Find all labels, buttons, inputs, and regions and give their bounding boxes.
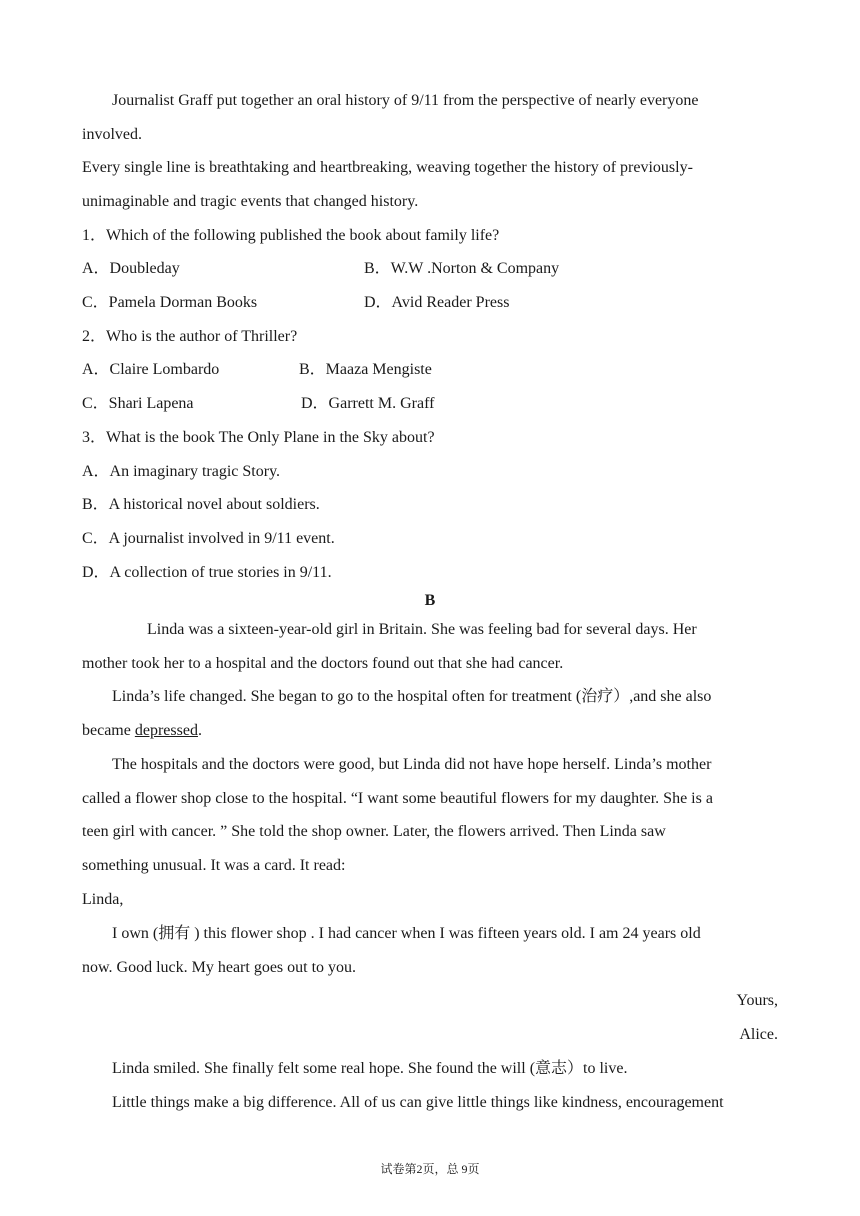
section-heading: B [424,592,436,609]
question-stem: 1．Which of the following published the book about family life? [82,227,500,244]
letter-signoff: Yours, [736,992,778,1009]
option-b: B．W.W .Norton & Company [364,260,560,277]
paragraph-line: now. Good luck. My heart goes out to you. [82,959,357,976]
paragraph-line: teen girl with cancer. ” She told the shop owner. Later, the flowers arrived. Then Linda saw [82,823,666,840]
paragraph-line: I own (拥有 ) this flower shop . I had cancer when I was fifteen years old. I am 24 years old [112,925,701,942]
paragraph-line [82,714,202,748]
paragraph-line: Linda was a sixteen-year-old girl in Britain. She was feeling bad for several days. Her [147,621,697,638]
option-d: D．Garrett M. Graff [301,395,435,412]
passage-a-line: Journalist Graff put together an oral history of 9/11 from the perspective of nearly everyone [112,92,699,109]
paragraph-line: The hospitals and the doctors were good, but Linda did not have hope herself. Linda’s mother [112,756,712,773]
option-a: A．Doubleday [82,260,180,277]
underlined-word: depressed [134,722,198,739]
option-b: B．Maaza Mengiste [299,361,432,378]
option-d: D．A collection of true stories in 9/11. [82,564,332,581]
paragraph-line: Little things make a big difference. All of us can give little things like kindness, encouragement [112,1094,724,1111]
passage-a-line: Every single line is breathtaking and heartbreaking, weaving together the history of previously- [82,159,693,176]
paragraph-line: mother took her to a hospital and the doctors found out that she had cancer. [82,655,564,672]
option-b: B．A historical novel about soldiers. [82,496,320,513]
paragraph-line: Linda smiled. She finally felt some real hope. She found the will (意志）to live. [112,1060,628,1077]
paragraph-line: something unusual. It was a card. It read: [82,857,346,874]
text-span: . [197,722,202,739]
page-footer: 试卷第2页，总 9页 [380,1162,480,1176]
question-stem: 2．Who is the author of Thriller? [82,328,298,345]
text-span: became [82,722,135,739]
letter-signature: Alice. [739,1026,778,1043]
option-c: C．A journalist involved in 9/11 event. [82,530,335,547]
letter-greeting: Linda, [82,891,124,908]
paragraph-line: called a flower shop close to the hospital. “I want some beautiful flowers for my daughter. She is a [82,790,713,807]
option-a: A．Claire Lombardo [82,361,220,378]
option-a: A．An imaginary tragic Story. [82,463,281,480]
option-c: C．Shari Lapena [82,395,194,412]
passage-a-line: involved. [82,126,142,143]
question-stem: 3．What is the book The Only Plane in the Sky about? [82,429,435,446]
passage-a-line: unimaginable and tragic events that changed history. [82,193,419,210]
option-c: C．Pamela Dorman Books [82,294,258,311]
paragraph-line: Linda’s life changed. She began to go to the hospital often for treatment (治疗）,and she also [112,688,712,705]
option-d: D．Avid Reader Press [364,294,510,311]
